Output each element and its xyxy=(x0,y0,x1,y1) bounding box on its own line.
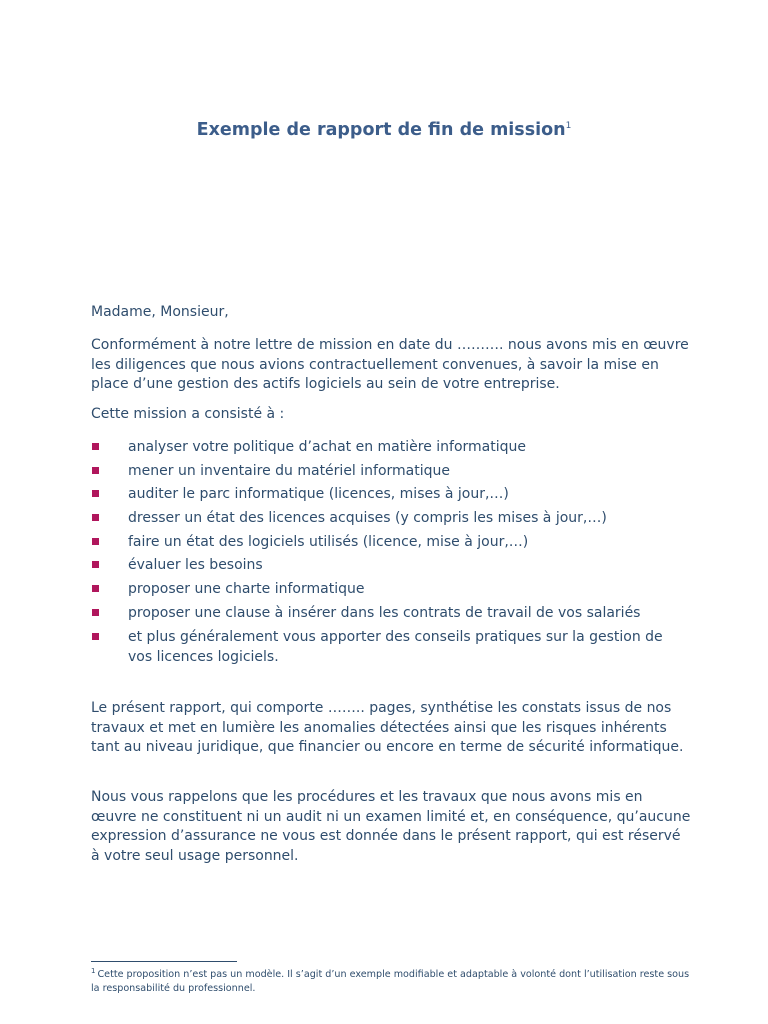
square-bullet-icon xyxy=(92,467,99,474)
list-item-text: mener un inventaire du matériel informatique xyxy=(128,462,451,479)
list-item-text: auditer le parc informatique (licences, mises à jour,…) xyxy=(128,486,509,503)
document-title xyxy=(0,120,768,140)
square-bullet-icon xyxy=(92,585,99,592)
list-item-text: évaluer les besoins xyxy=(128,557,263,574)
list-item xyxy=(91,508,691,528)
list-intro: Cette mission a consisté à : xyxy=(91,406,285,422)
list-item xyxy=(91,461,691,481)
list-item xyxy=(91,603,691,623)
title-footnote-ref[interactable]: 1 xyxy=(565,121,572,132)
list-item-text: et plus généralement vous apporter des conseils pratiques sur la gestion de vos licences logiciels. xyxy=(128,628,663,665)
list-item xyxy=(91,532,691,552)
intro-paragraph: Conformément à notre lettre de mission en date du ………. nous avons mis en œuvre les diligences que nous avions contractuellement convenues, à savoir la mise en place d’une gestion des actifs logiciels au sein de votre entreprise. xyxy=(91,337,689,392)
square-bullet-icon xyxy=(92,443,99,450)
square-bullet-icon xyxy=(92,538,99,545)
list-item-text: analyser votre politique d’achat en matière informatique xyxy=(128,439,527,455)
list-item xyxy=(91,437,691,457)
square-bullet-icon xyxy=(92,561,99,568)
disclaimer-paragraph: Nous vous rappelons que les procédures et les travaux que nous avons mis en œuvre ne constituent ni un audit ni un examen limité et, en conséquence, qu’aucune expression d’assurance ne vous est donnée dans le présent rapport, qui est réservé à votre seul usage personnel. xyxy=(91,789,691,864)
list-item-text: proposer une clause à insérer dans les contrats de travail de vos salariés xyxy=(128,604,641,621)
list-item xyxy=(91,627,691,667)
square-bullet-icon xyxy=(92,609,99,616)
footnote xyxy=(91,964,691,996)
list-item-text: faire un état des logiciels utilisés (licence, mise à jour,…) xyxy=(128,533,529,550)
footnote-text: Cette proposition n’est pas un modèle. Il s’agit d’un exemple modifiable et adaptable à volonté dont l’utilisation reste sous la responsabilité du professionnel. xyxy=(91,969,690,995)
footnote-number: 1 xyxy=(91,967,96,975)
list-item xyxy=(91,555,691,575)
square-bullet-icon xyxy=(92,490,99,497)
footnote-separator xyxy=(91,961,237,962)
list-item xyxy=(91,579,691,599)
list-item-text: dresser un état des licences acquises (y compris les mises à jour,…) xyxy=(128,510,607,527)
square-bullet-icon xyxy=(92,633,99,640)
salutation: Madame, Monsieur, xyxy=(91,304,229,320)
list-item xyxy=(91,484,691,504)
list-item-text: proposer une charte informatique xyxy=(128,581,365,598)
mission-list xyxy=(91,437,691,670)
title-text: Exemple de rapport de fin de mission xyxy=(196,120,566,140)
square-bullet-icon xyxy=(92,514,99,521)
report-paragraph: Le présent rapport, qui comporte …….. pages, synthétise les constats issus de nos travaux et met en lumière les anomalies détectées ainsi que les risques inhérents tant au niveau juridique, que financier ou encore en terme de sécurité informatique. xyxy=(91,700,684,755)
